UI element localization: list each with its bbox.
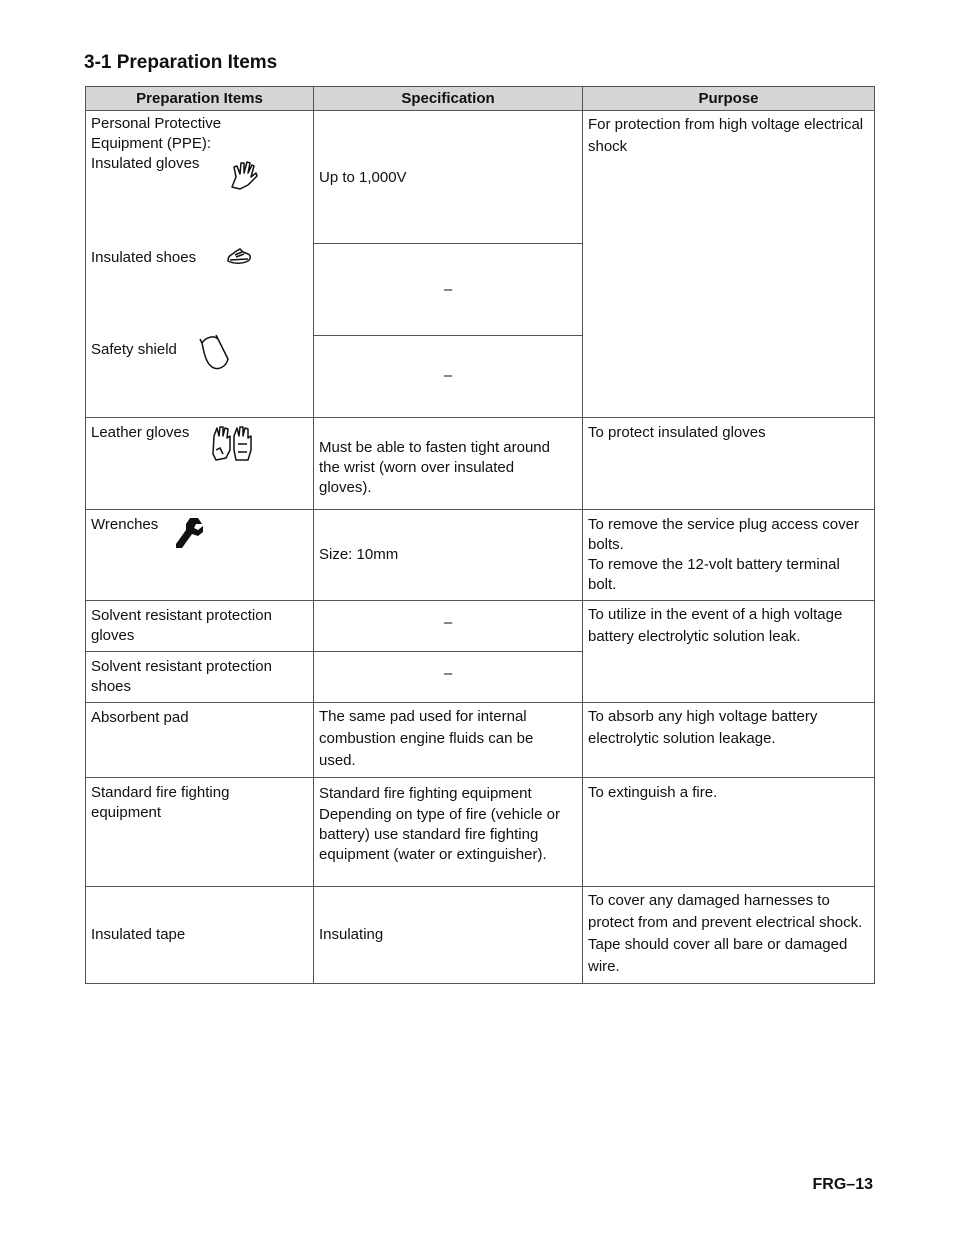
absorbent-purpose: To absorb any high voltage battery electrolytic solution leakage. bbox=[588, 708, 818, 747]
purpose-cell bbox=[583, 510, 875, 601]
header-specification: Specification bbox=[314, 87, 583, 111]
spec-cell bbox=[314, 703, 583, 778]
fire-spec-2: Depending on type of fire (vehicle or battery) use standard fire fighting equipment (water or extinguisher). bbox=[319, 806, 560, 863]
ppe-purpose: For protection from high voltage electrical shock bbox=[588, 116, 864, 155]
insulated-gloves-label: Insulated gloves bbox=[91, 155, 200, 172]
purpose-cell bbox=[583, 601, 875, 703]
solvent-gloves-label: Solvent resistant protection gloves bbox=[91, 607, 272, 644]
spec-cell bbox=[314, 652, 583, 703]
fire-spec-1: Standard fire fighting equipment bbox=[319, 785, 532, 802]
item-cell bbox=[86, 887, 314, 984]
purpose-cell bbox=[583, 418, 875, 510]
ppe-item-cell bbox=[86, 111, 314, 418]
section-title: 3-1 Preparation Items bbox=[84, 52, 278, 73]
item-cell bbox=[86, 778, 314, 887]
shield-spec: – bbox=[443, 367, 453, 384]
spec-cell bbox=[314, 887, 583, 984]
ppe-intro: Personal Protective Equipment (PPE): bbox=[91, 115, 222, 152]
wrenches-purpose-2: To remove the 12-volt battery terminal bolt. bbox=[588, 556, 840, 593]
solvent-gloves-spec: – bbox=[443, 614, 453, 631]
insulated-shoe-icon bbox=[226, 243, 252, 269]
solvent-shoes-spec: – bbox=[443, 665, 453, 682]
spec-cell bbox=[314, 336, 583, 418]
table-row bbox=[86, 778, 875, 887]
tape-label: Insulated tape bbox=[91, 926, 186, 943]
safety-shield-icon bbox=[198, 333, 232, 373]
item-cell bbox=[86, 418, 314, 510]
fire-label: Standard fire fighting equipment bbox=[91, 784, 230, 821]
wrenches-spec: Size: 10mm bbox=[319, 546, 399, 563]
leather-spec: Must be able to fasten tight around the wrist (worn over insulated gloves). bbox=[319, 439, 550, 496]
purpose-cell bbox=[583, 703, 875, 778]
page-number: FRG–13 bbox=[812, 1176, 873, 1193]
leather-purpose: To protect insulated gloves bbox=[588, 424, 766, 441]
spec-cell bbox=[314, 510, 583, 601]
purpose-cell bbox=[583, 887, 875, 984]
table-row bbox=[86, 418, 875, 510]
table-row bbox=[86, 601, 875, 652]
item-cell bbox=[86, 652, 314, 703]
item-cell bbox=[86, 510, 314, 601]
header-purpose: Purpose bbox=[583, 87, 875, 111]
table-row bbox=[86, 111, 875, 244]
table-row bbox=[86, 887, 875, 984]
header-preparation-items: Preparation Items bbox=[86, 87, 314, 111]
table-row bbox=[86, 510, 875, 601]
purpose-cell bbox=[583, 778, 875, 887]
spec-cell bbox=[314, 778, 583, 887]
wrenches-label: Wrenches bbox=[91, 516, 159, 533]
wrench-icon bbox=[172, 516, 206, 552]
table-row bbox=[86, 703, 875, 778]
absorbent-label: Absorbent pad bbox=[91, 709, 189, 726]
safety-shield-label: Safety shield bbox=[91, 341, 177, 358]
solvent-shoes-label: Solvent resistant protection shoes bbox=[91, 658, 272, 695]
insulated-shoes-label: Insulated shoes bbox=[91, 249, 197, 266]
leather-gloves-icon bbox=[210, 424, 254, 464]
spec-cell bbox=[314, 418, 583, 510]
item-cell bbox=[86, 601, 314, 652]
absorbent-spec: The same pad used for internal combustion engine fluids can be used. bbox=[319, 708, 534, 769]
item-cell bbox=[86, 703, 314, 778]
table-header-row bbox=[86, 87, 875, 111]
solvent-purpose: To utilize in the event of a high voltage battery electrolytic solution leak. bbox=[588, 606, 843, 645]
purpose-cell bbox=[583, 111, 875, 418]
leather-gloves-label: Leather gloves bbox=[91, 424, 190, 441]
preparation-items-table bbox=[85, 86, 875, 984]
spec-cell bbox=[314, 601, 583, 652]
tape-purpose: To cover any damaged harnesses to protect from and prevent electrical shock. Tape should cover all bare or damaged wire. bbox=[588, 892, 863, 975]
spec-cell bbox=[314, 244, 583, 336]
fire-purpose: To extinguish a fire. bbox=[588, 784, 718, 801]
gloves-spec: Up to 1,000V bbox=[319, 169, 407, 186]
spec-cell bbox=[314, 111, 583, 244]
shoes-spec: – bbox=[443, 281, 453, 298]
wrenches-purpose-1: To remove the service plug access cover bolts. bbox=[588, 516, 859, 553]
tape-spec: Insulating bbox=[319, 926, 384, 943]
insulated-glove-icon bbox=[226, 157, 262, 193]
